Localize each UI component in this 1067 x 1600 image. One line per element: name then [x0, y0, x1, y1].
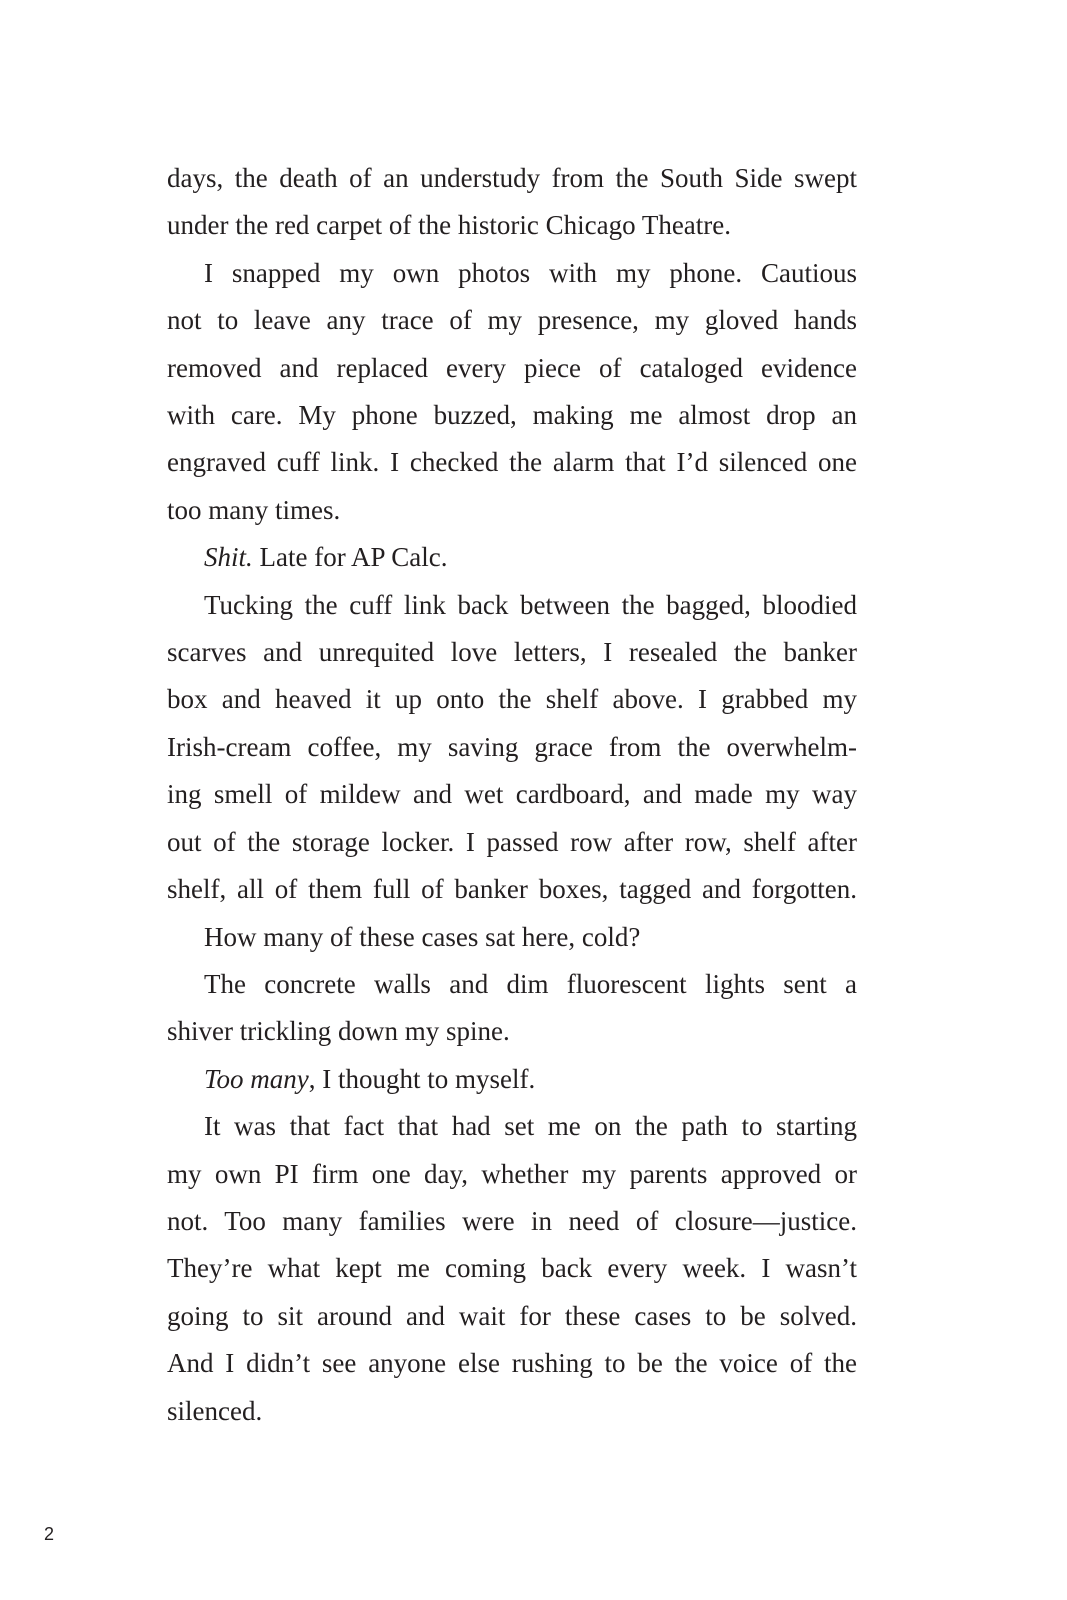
text-line — [167, 534, 857, 581]
italic-text: Shit. — [204, 542, 253, 573]
text-line: They’re what kept me coming back every week. I wasn’t — [167, 1253, 857, 1284]
text-line: I snapped my own photos with my phone. Cautious — [204, 257, 857, 288]
paragraph — [167, 582, 857, 914]
text-line: with care. My phone buzzed, making me almost drop an — [167, 400, 857, 431]
text-line: not. Too many families were in need of closure—justice. — [167, 1205, 857, 1236]
text-line: Tucking the cuff link back between the bagged, bloodied — [204, 589, 857, 620]
text-line: How many of these cases sat here, cold? — [204, 921, 641, 952]
text-line: The concrete walls and dim fluorescent lights sent a — [204, 968, 857, 999]
text-line: box and heaved it up onto the shelf above. I grabbed my — [167, 684, 857, 715]
text-line: out of the storage locker. I passed row after row, shelf after — [167, 826, 857, 857]
text-line: silenced. — [167, 1395, 263, 1426]
text-run: Late for AP Calc. — [252, 542, 448, 573]
text-line: removed and replaced every piece of cataloged evidence — [167, 352, 857, 383]
text-line: Irish-cream coffee, my saving grace from the overwhelm- — [167, 731, 857, 762]
text-line: going to sit around and wait for these cases to be solved. — [167, 1300, 857, 1331]
body-text — [167, 155, 857, 1435]
text-line — [167, 1056, 857, 1103]
text-line: And I didn’t see anyone else rushing to be the voice of the — [167, 1348, 857, 1379]
paragraph — [167, 534, 857, 581]
paragraph — [167, 961, 857, 1056]
text-line: ing smell of mildew and wet cardboard, and made my way — [167, 779, 857, 810]
text-run: , I thought to myself. — [308, 1063, 536, 1094]
text-line: under the red carpet of the historic Chicago Theatre. — [167, 210, 732, 241]
paragraph — [167, 250, 857, 534]
text-line: shiver trickling down my spine. — [167, 1016, 510, 1047]
text-line: too many times. — [167, 494, 341, 525]
paragraph — [167, 1056, 857, 1103]
text-line: my own PI firm one day, whether my parents approved or — [167, 1158, 857, 1189]
paragraph — [167, 155, 857, 250]
page-number: 2 — [44, 1524, 55, 1544]
text-line: engraved cuff link. I checked the alarm that I’d silenced one — [167, 447, 857, 478]
text-line: shelf, all of them full of banker boxes, tagged and forgotten. — [167, 874, 857, 905]
text-line: It was that fact that had set me on the path to starting — [204, 1111, 857, 1142]
text-line: scarves and unrequited love letters, I resealed the banker — [167, 637, 857, 668]
paragraph — [167, 914, 857, 961]
text-line: days, the death of an understudy from the South Side swept — [167, 163, 857, 193]
italic-text: Too many — [204, 1063, 309, 1094]
paragraph — [167, 1103, 857, 1435]
text-line: not to leave any trace of my presence, my gloved hands — [167, 305, 857, 336]
